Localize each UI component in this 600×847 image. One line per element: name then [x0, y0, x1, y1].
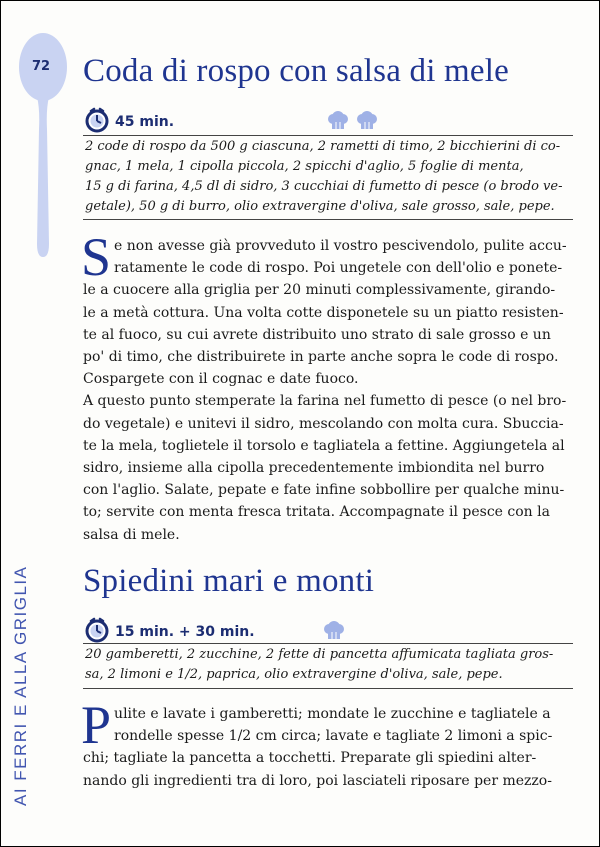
- recipe-meta-1: [83, 105, 571, 135]
- page-number: 72: [31, 59, 51, 74]
- ingredients-2: [85, 645, 573, 685]
- ingredient-line: 15 g di farina, 4,5 dl di sidro, 3 cucchiai di fumetto di pesce (o brodo ve-: [85, 179, 563, 194]
- recipe-title-2: Spiedini mari e monti: [83, 563, 375, 599]
- recipe-title-1: Coda di rospo con salsa di mele: [83, 53, 509, 89]
- body-line: le a metà cottura. Una volta cotte disponetele su un piatto resisten-: [83, 304, 564, 321]
- recipe-meta-2: [83, 615, 571, 645]
- divider-line: [83, 643, 573, 644]
- body-line: con l'aglio. Salate, pepate e fate infine sobbollire per qualche minu-: [83, 482, 565, 499]
- prep-time: 45 min.: [115, 114, 175, 130]
- drop-cap: P: [81, 695, 112, 755]
- body-line: te al fuoco, su cui avrete distribuito uno strato di sale grosso e un: [83, 326, 551, 343]
- body-line: ratamente le code di rospo. Poi ungetele con dell'olio e ponete-: [114, 260, 563, 277]
- ingredient-line: 20 gamberetti, 2 zucchine, 2 fette di pancetta affumicata tagliata gros-: [85, 647, 554, 662]
- chef-hat-icon: [356, 111, 378, 131]
- ingredient-line: getale), 50 g di burro, olio extravergine d'oliva, sale grosso, sale, pepe.: [85, 199, 555, 214]
- body-line: do vegetale) e unitevi il sidro, mescolando con molta cura. Sbuccia-: [83, 415, 564, 432]
- ingredient-line: sa, 2 limoni e 1/2, paprica, olio extravergine d'oliva, sale, pepe.: [85, 667, 503, 682]
- spoon-icon: [13, 19, 73, 269]
- divider-line: [83, 135, 573, 136]
- section-side-label: AI FERRI E ALLA GRIGLIA: [11, 565, 30, 806]
- body-line: te la mela, toglietele il torsolo e tagliatela a fettine. Aggiungetela al: [83, 437, 565, 454]
- difficulty-hats: [327, 111, 380, 133]
- body-line: nando gli ingredienti tra di loro, poi lasciateli riposare per mezzo-: [83, 772, 552, 789]
- body-line: rondelle spesse 1/2 cm circa; lavate e tagliate 2 limoni a spic-: [114, 728, 553, 745]
- prep-time: 15 min. + 30 min.: [115, 624, 255, 640]
- ingredients-1: [85, 137, 573, 217]
- recipe-body-2: [81, 695, 573, 792]
- body-line: Cospargete con il cognac e date fuoco.: [83, 371, 359, 388]
- body-line: salsa di mele.: [83, 526, 180, 543]
- difficulty-hats: [323, 621, 347, 643]
- body-line: ulite e lavate i gamberetti; mondate le zucchine e tagliatele a: [114, 706, 551, 722]
- drop-cap: S: [81, 227, 112, 287]
- ingredient-line: 2 code di rospo da 500 g ciascuna, 2 rametti di timo, 2 bicchierini di co-: [85, 139, 561, 154]
- ingredient-line: gnac, 1 mela, 1 cipolla piccola, 2 spicchi d'aglio, 5 foglie di menta,: [85, 159, 524, 174]
- clock-icon: [83, 615, 113, 645]
- body-line: e non avesse già provveduto il vostro pescivendolo, pulite accu-: [114, 238, 567, 254]
- clock-icon: [83, 105, 113, 135]
- divider-line: [83, 219, 573, 220]
- body-line: sidro, insieme alla cipolla precedentemente imbiondita nel burro: [83, 460, 545, 477]
- body-line: po' di timo, che distribuirete in parte anche sopra le code di rospo.: [83, 349, 559, 366]
- body-line: chi; tagliate la pancetta a tocchetti. Preparate gli spiedini alter-: [83, 750, 537, 767]
- body-line: A questo punto stemperate la farina nel fumetto di pesce (o nel bro-: [83, 393, 567, 410]
- body-line: le a cuocere alla griglia per 20 minuti complessivamente, girando-: [83, 282, 556, 299]
- body-line: to; servite con menta fresca tritata. Accompagnate il pesce con la: [83, 504, 550, 521]
- divider-line: [83, 688, 573, 689]
- chef-hat-icon: [327, 111, 349, 131]
- recipe-body-1: [81, 227, 573, 546]
- chef-hat-icon: [323, 621, 345, 641]
